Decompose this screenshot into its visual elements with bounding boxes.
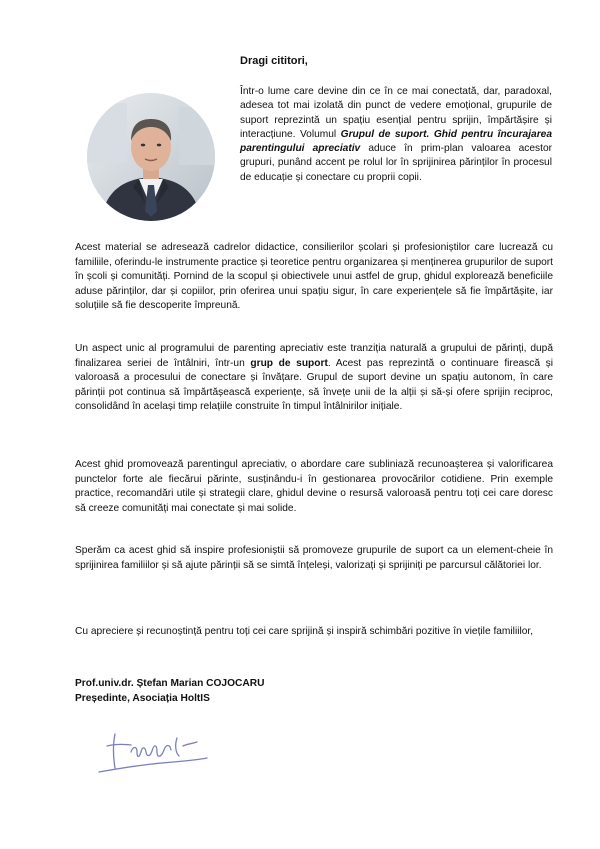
portrait-photo	[87, 93, 215, 221]
book-title: Grupul de suport. Ghid pentru încurajarea parentingului apreciativ	[240, 128, 552, 155]
handwritten-signature	[93, 722, 213, 780]
transition-text-end: . Acest pas reprezintă o continuare firească și valoroasă a procesului de conectare și învățare. Grupul de suport devine un spațiu autonom, în care părinții pot continua să împărtășească experiențe, să învețe unii de la alții și să-și ofere sprijin reciproc, consolidând în același timp relațiile construite în timpul întâlnirilor inițiale.	[75, 357, 554, 413]
signer-role: Președinte, Asociația HoltIS	[75, 693, 210, 704]
paragraph-appreciative: Acest ghid promovează parentingul apreciativ, o abordare care subliniază recunoașterea și valorificarea punctelor forte ale fiecărui părinte, susținându-i în gestionarea provocărilor cotidiene. Prin exemple practice, recomandări utile și strategii clare, ghidul devine o resursă valoroasă pentru toți cei care doresc să creeze comunități mai conectate și mai solide.	[75, 459, 553, 514]
paragraph-hope: Sperăm ca acest ghid să inspire profesioniștii să promoveze grupurile de suport ca un element-cheie în sprijinirea familiilor și să ajute părinții să se simtă înțeleși, valorizați și sprijiniți pe parcursul călătoriei lor.	[75, 545, 553, 571]
greeting: Dragi cititori,	[240, 55, 308, 67]
transition-text-start: Un aspect unic al programului de parenting apreciativ este tranziția naturală a grupului de părinți, după finalizarea seriei de întâlniri, într-un	[75, 343, 553, 369]
paragraph-transition	[75, 342, 553, 415]
intro-text-end: aduce în prim-plan valoarea acestor grupuri, punând accent pe rolul lor în sprijinirea părinților în procesul de educație și conectare cu proprii copii.	[240, 143, 553, 183]
intro-text-start: Într-o lume care devine din ce în ce mai conectată, dar, paradoxal, adesea tot mai izolată din punct de vedere emoțional, grupurile de suport reprezintă un spațiu esențial pentru sprijin, împărtășire și interacțiune. Volumul	[240, 86, 552, 140]
signer-name: Prof.univ.dr. Ștefan Marian COJOCARU	[75, 678, 265, 689]
paragraph-audience: Acest material se adresează cadrelor didactice, consilierilor școlari și profesioniștilor care lucrează cu familiile, oferindu-le instrumente practice și teoretice pentru organizarea și menținerea grupurilor de suport în școli și comunități. Pornind de la scopul și obiectivele unui astfel de grup, ghidul explorează beneficiile aduse părinților, dar și copiilor, prin oferirea unui spațiu sigur, în care experiențele să fie împărtășite, iar soluțiile să fie descoperite împreună.	[75, 242, 553, 312]
support-group-term: grup de suport	[250, 357, 328, 369]
intro-paragraph	[240, 85, 552, 185]
closing-line: Cu apreciere și recunoștință pentru toți cei care sprijină și inspiră schimbări pozitive în viețile familiilor,	[75, 626, 534, 637]
